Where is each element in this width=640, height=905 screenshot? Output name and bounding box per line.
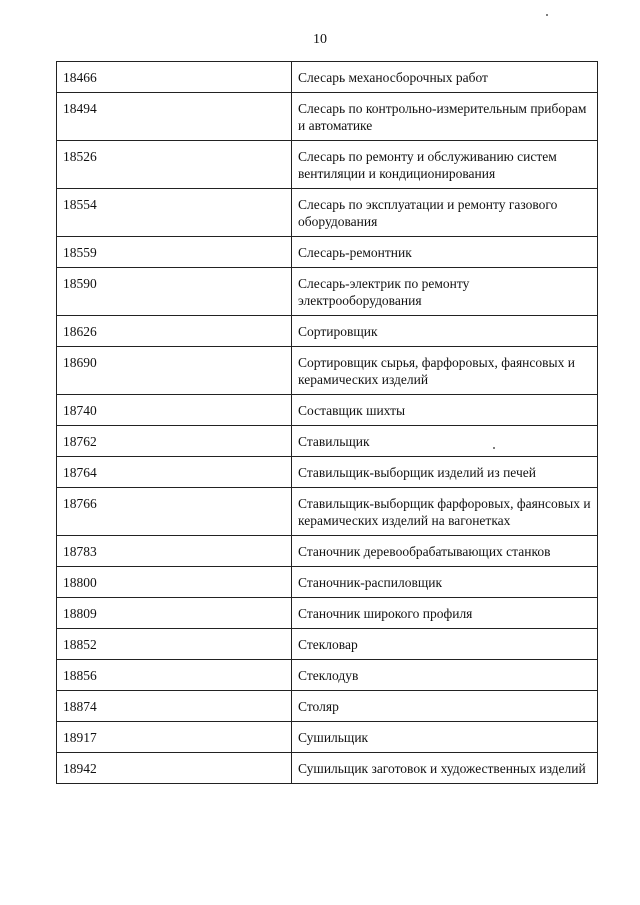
- code-cell: 18466: [57, 62, 292, 93]
- table-row: [57, 629, 598, 660]
- profession-name-cell: Стекловар: [292, 629, 598, 660]
- table-row: [57, 722, 598, 753]
- table-row: [57, 237, 598, 268]
- code-cell: 18856: [57, 660, 292, 691]
- code-cell: 18800: [57, 567, 292, 598]
- code-cell: 18942: [57, 753, 292, 784]
- code-cell: 18554: [57, 189, 292, 237]
- table-row: [57, 62, 598, 93]
- table-row: [57, 567, 598, 598]
- profession-name-cell: Станочник деревообрабатывающих станков: [292, 536, 598, 567]
- code-cell: 18764: [57, 457, 292, 488]
- table-row: [57, 141, 598, 189]
- code-cell: 18590: [57, 268, 292, 316]
- page-number: 10: [313, 32, 327, 47]
- table-row: [57, 691, 598, 722]
- code-cell: 18809: [57, 598, 292, 629]
- profession-name-cell: Станочник-распиловщик: [292, 567, 598, 598]
- profession-name-cell: Слесарь-ремонтник: [292, 237, 598, 268]
- profession-name-cell: Составщик шихты: [292, 395, 598, 426]
- profession-name-cell: Сортировщик: [292, 316, 598, 347]
- scan-speck: [546, 14, 548, 16]
- table-row: [57, 316, 598, 347]
- code-cell: 18559: [57, 237, 292, 268]
- code-cell: 18917: [57, 722, 292, 753]
- code-cell: 18626: [57, 316, 292, 347]
- table-row: [57, 93, 598, 141]
- profession-codes-table: [56, 61, 598, 784]
- profession-name-cell: Слесарь механосборочных работ: [292, 62, 598, 93]
- table-row: [57, 189, 598, 237]
- profession-name-cell: Слесарь по эксплуатации и ремонту газового оборудования: [292, 189, 598, 237]
- table-row: [57, 347, 598, 395]
- table-body: [57, 62, 598, 784]
- table-row: [57, 536, 598, 567]
- profession-name-cell: Ставильщик-выборщик фарфоровых, фаянсовых и керамических изделий на вагонетках: [292, 488, 598, 536]
- table-row: [57, 457, 598, 488]
- table-row: [57, 268, 598, 316]
- profession-name-cell: Сортировщик сырья, фарфоровых, фаянсовых и керамических изделий: [292, 347, 598, 395]
- code-cell: 18874: [57, 691, 292, 722]
- scan-speck: [493, 447, 495, 449]
- profession-name-cell: Ставильщик: [292, 426, 598, 457]
- code-cell: 18852: [57, 629, 292, 660]
- profession-name-cell: Слесарь по контрольно-измерительным приборам и автоматике: [292, 93, 598, 141]
- table-row: [57, 488, 598, 536]
- profession-name-cell: Столяр: [292, 691, 598, 722]
- code-cell: 18494: [57, 93, 292, 141]
- code-cell: 18762: [57, 426, 292, 457]
- table-row: [57, 598, 598, 629]
- table-row: [57, 395, 598, 426]
- profession-name-cell: Стеклодув: [292, 660, 598, 691]
- profession-name-cell: Сушильщик заготовок и художественных изделий: [292, 753, 598, 784]
- profession-name-cell: Слесарь по ремонту и обслуживанию систем вентиляции и кондиционирования: [292, 141, 598, 189]
- code-cell: 18783: [57, 536, 292, 567]
- profession-name-cell: Станочник широкого профиля: [292, 598, 598, 629]
- table-row: [57, 753, 598, 784]
- table-row: [57, 426, 598, 457]
- profession-name-cell: Слесарь-электрик по ремонту электрооборудования: [292, 268, 598, 316]
- code-cell: 18690: [57, 347, 292, 395]
- profession-name-cell: Сушильщик: [292, 722, 598, 753]
- profession-name-cell: Ставильщик-выборщик изделий из печей: [292, 457, 598, 488]
- code-cell: 18526: [57, 141, 292, 189]
- code-cell: 18766: [57, 488, 292, 536]
- code-cell: 18740: [57, 395, 292, 426]
- table-row: [57, 660, 598, 691]
